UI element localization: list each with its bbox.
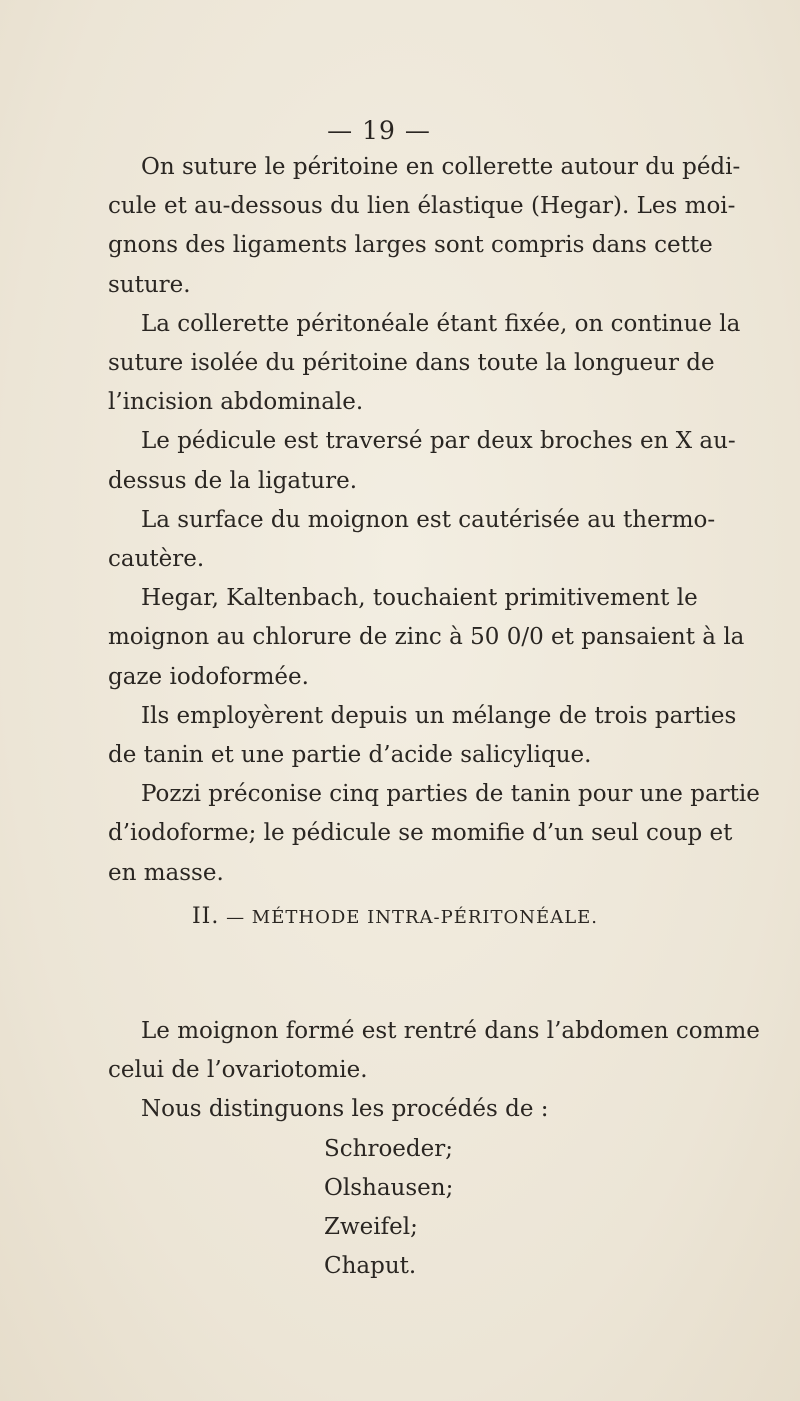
- text-line: On suture le péritoine en collerette autour du pédi-: [141, 154, 741, 180]
- text-line: en masse.: [108, 859, 224, 886]
- text-line: dessus de la ligature.: [108, 467, 358, 494]
- text-line: d’iodoforme; le pédicule se momifie d’un seul coup et: [108, 820, 733, 847]
- paragraph: [108, 305, 741, 423]
- text-line: de tanin et une partie d’acide salicylique.: [108, 742, 592, 769]
- section-title: — MÉTHODE INTRA-PÉRITONÉALE.: [226, 907, 599, 928]
- text-line: suture isolée du péritoine dans toute la longueur de: [108, 350, 715, 377]
- paragraph: [108, 697, 737, 775]
- paragraph: [108, 579, 745, 697]
- text-line: Pozzi préconise cinq parties de tanin pour une partie: [141, 781, 760, 808]
- paragraph: [108, 775, 760, 893]
- text-line: cautère.: [108, 546, 205, 573]
- list-item: Chaput.: [324, 1253, 417, 1280]
- text-line: Hegar, Kaltenbach, touchaient primitivement le: [141, 585, 698, 612]
- paragraph: [108, 422, 736, 500]
- list-item: Olshausen;: [324, 1174, 454, 1201]
- paragraph: [108, 501, 716, 579]
- body-text: [108, 148, 760, 893]
- text-line: suture.: [108, 271, 191, 298]
- text-line: l’incision abdominale.: [108, 389, 364, 416]
- section-body: [108, 1012, 760, 1286]
- paragraph: [108, 1012, 760, 1090]
- text-line: moignon au chlorure de zinc à 50 0/0 et pansaient à la: [108, 624, 745, 651]
- text-line: Nous distinguons les procédés de :: [141, 1096, 549, 1123]
- text-line: La surface du moignon est cautérisée au thermo-: [141, 506, 716, 533]
- section-number: II.: [191, 904, 220, 929]
- section-heading: [108, 904, 682, 929]
- text-line: cule et au-dessous du lien élastique (Hegar). Les moi-: [108, 193, 736, 220]
- paragraph: [108, 1090, 682, 1129]
- paragraph: [108, 148, 741, 305]
- text-line: Ils employèrent depuis un mélange de trois parties: [141, 702, 737, 729]
- text-line: gnons des ligaments larges sont compris dans cette: [108, 232, 713, 259]
- text-line: celui de l’ovariotomie.: [108, 1057, 368, 1084]
- list-item: Zweifel;: [324, 1214, 418, 1241]
- text-line: Le pédicule est traversé par deux broches en X au-: [141, 428, 736, 455]
- page-number: — 19 —: [327, 116, 431, 145]
- text-line: gaze iodoformée.: [108, 663, 309, 690]
- list-item: Schroeder;: [324, 1135, 453, 1162]
- text-line: Le moignon formé est rentré dans l’abdomen comme: [141, 1018, 760, 1044]
- text-line: La collerette péritonéale étant fixée, on continue la: [141, 310, 741, 337]
- method-list: [108, 1130, 682, 1287]
